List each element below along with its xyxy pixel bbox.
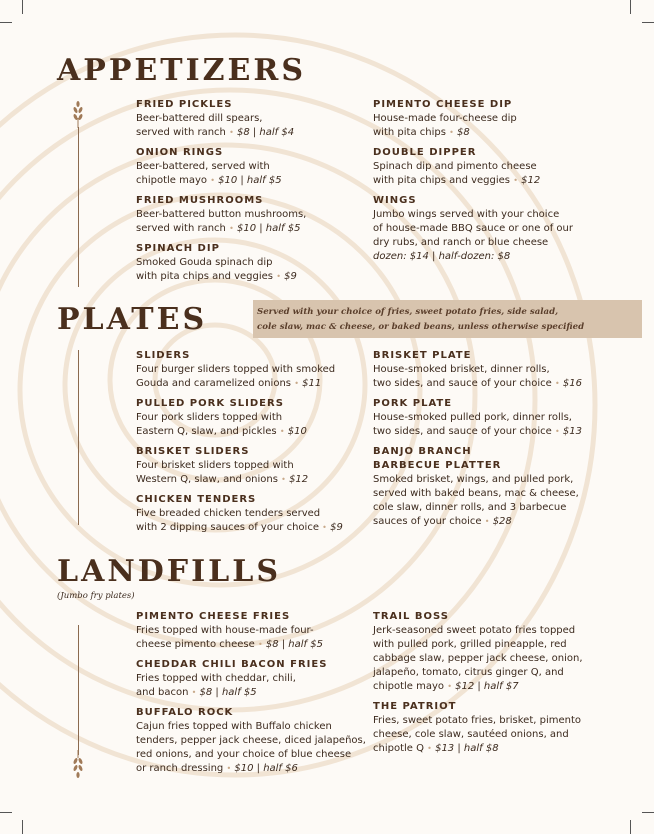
item-description: House-made four-cheese dip — [373, 113, 517, 124]
item-description: Cajun fries topped with Buffalo chicken — [136, 721, 332, 732]
item-name: TRAIL BOSS — [373, 611, 449, 622]
item-price: $13 | half $8 — [435, 743, 499, 754]
item-name: BRISKET SLIDERS — [136, 446, 250, 457]
wheat-icon — [71, 100, 85, 128]
section-title-appetizers: APPETIZERS — [57, 53, 306, 88]
menu-item — [136, 349, 366, 391]
item-description: Fries topped with house-made four- — [136, 625, 314, 636]
item-description: cheese, cole slaw, sautéed onions, and — [373, 729, 569, 740]
menu-item — [136, 98, 361, 140]
bullet-icon: • — [210, 176, 215, 185]
crop-mark — [22, 0, 23, 14]
note-line: Served with your choice of fries, sweet potato fries, side salad, — [257, 307, 559, 317]
menu-item — [136, 658, 371, 700]
item-name: BARBECUE PLATTER — [373, 460, 502, 471]
item-price: $9 — [284, 271, 297, 282]
bullet-icon: • — [322, 523, 327, 532]
crop-mark — [630, 0, 631, 14]
item-description: chipotle mayo — [373, 681, 445, 692]
item-description: Beer-battered button mushrooms, — [136, 209, 307, 220]
landfills-subtitle: (Jumbo fry plates) — [57, 591, 135, 601]
wheat-stem — [78, 127, 79, 287]
item-description: Beer-battered dill spears, — [136, 113, 263, 124]
menu-item — [373, 146, 643, 188]
item-name: BANJO BRANCH — [373, 446, 472, 457]
item-description: Four burger sliders topped with smoked — [136, 364, 336, 375]
item-price: $12 — [289, 474, 309, 485]
menu-item — [136, 493, 366, 535]
item-description: Fries topped with cheddar, chili, — [136, 673, 296, 684]
item-description: cheese pimento cheese — [136, 639, 255, 650]
menu-item — [136, 610, 371, 652]
crop-mark — [22, 820, 23, 834]
wheat-stem — [78, 350, 79, 525]
item-price: $10 | half $5 — [218, 175, 282, 186]
bullet-icon: • — [281, 475, 286, 484]
crop-mark — [0, 22, 12, 23]
item-price: $10 — [287, 426, 307, 437]
menu-item — [373, 349, 643, 391]
item-name: BUFFALO ROCK — [136, 707, 234, 718]
item-description: with pita chips and veggies — [373, 175, 510, 186]
menu-item — [136, 397, 366, 439]
item-name: CHEDDAR CHILI BACON FRIES — [136, 659, 328, 670]
item-description: or ranch dressing — [136, 763, 224, 774]
item-price: $12 | half $7 — [455, 681, 519, 692]
item-description: Fries, sweet potato fries, brisket, pimento — [373, 715, 581, 726]
item-price: dozen: $14 | half-dozen: $8 — [373, 251, 511, 262]
item-description: sauces of your choice — [373, 516, 482, 527]
item-description: jalapeño, tomato, citrus ginger Q, and — [373, 667, 564, 678]
item-name: PULLED PORK SLIDERS — [136, 398, 284, 409]
appetizers-left-column — [136, 98, 361, 290]
menu-item — [373, 98, 643, 140]
plates-sides-note — [253, 300, 642, 338]
item-description: and bacon — [136, 687, 189, 698]
bullet-icon: • — [555, 379, 560, 388]
item-price: $12 — [521, 175, 541, 186]
item-name: SPINACH DIP — [136, 243, 220, 254]
item-name: CHICKEN TENDERS — [136, 494, 257, 505]
bullet-icon: • — [484, 517, 490, 526]
bullet-icon: • — [555, 427, 560, 436]
item-price: $8 | half $4 — [236, 127, 295, 138]
item-description: served with baked beans, mac & cheese, — [373, 488, 579, 499]
item-price: $8 — [457, 127, 470, 138]
item-name: PORK PLATE — [373, 398, 453, 409]
plates-right-column — [373, 349, 643, 535]
landfills-left-column — [136, 610, 371, 782]
crop-mark — [630, 820, 631, 834]
item-name: PIMENTO CHEESE DIP — [373, 99, 513, 110]
item-description: Jerk-seasoned sweet potato fries topped — [373, 625, 576, 636]
item-description: with 2 dipping sauces of your choice — [136, 522, 319, 533]
menu-item — [136, 445, 366, 487]
landfills-right-column — [373, 610, 643, 762]
menu-item — [136, 194, 361, 236]
menu-item — [373, 700, 643, 756]
item-description: Four brisket sliders topped with — [136, 460, 294, 471]
menu-item — [136, 706, 371, 776]
item-price: $8 | half $5 — [265, 639, 323, 650]
crop-mark — [0, 812, 12, 813]
item-description: Smoked Gouda spinach dip — [136, 257, 273, 268]
item-name: ONION RINGS — [136, 147, 224, 158]
bullet-icon: • — [276, 272, 281, 281]
item-name: DOUBLE DIPPER — [373, 147, 477, 158]
item-description: with pita chips and veggies — [136, 271, 273, 282]
menu-item — [373, 610, 643, 694]
item-description: Jumbo wings served with your choice — [373, 209, 560, 220]
item-price: $10 | half $6 — [234, 763, 298, 774]
bullet-icon: • — [294, 379, 299, 388]
wheat-stem — [78, 625, 79, 755]
item-description: Smoked brisket, wings, and pulled pork, — [373, 474, 574, 485]
item-name: THE PATRIOT — [373, 701, 457, 712]
crop-mark — [642, 22, 654, 23]
item-name: PIMENTO CHEESE FRIES — [136, 611, 291, 622]
menu-item — [373, 445, 643, 529]
item-description: Gouda and caramelized onions — [136, 378, 291, 389]
item-price: $10 | half $5 — [236, 223, 301, 234]
item-description: House-smoked brisket, dinner rolls, — [373, 364, 550, 375]
item-description: served with ranch — [136, 127, 226, 138]
item-description: red onions, and your choice of blue cheese — [136, 749, 352, 760]
bullet-icon: • — [229, 128, 234, 137]
wheat-icon — [71, 750, 85, 780]
item-price: $8 | half $5 — [199, 687, 257, 698]
menu-item — [136, 146, 361, 188]
item-description: chipotle mayo — [136, 175, 208, 186]
item-price: $28 — [492, 516, 512, 527]
bullet-icon: • — [447, 682, 452, 691]
bullet-icon: • — [257, 640, 263, 649]
item-description: Eastern Q, slaw, and pickles — [136, 426, 277, 437]
crop-mark — [642, 812, 654, 813]
item-description: with pita chips — [373, 127, 446, 138]
plates-left-column — [136, 349, 366, 541]
item-description: Four pork sliders topped with — [136, 412, 283, 423]
bullet-icon: • — [229, 224, 234, 233]
note-line: cole slaw, mac & cheese, or baked beans, unless otherwise specified — [257, 322, 585, 332]
item-name: BRISKET PLATE — [373, 350, 472, 361]
bullet-icon: • — [226, 764, 232, 773]
item-description: Western Q, slaw, and onions — [136, 474, 278, 485]
bullet-icon: • — [427, 744, 432, 753]
item-name: SLIDERS — [136, 350, 191, 361]
item-description: cabbage slaw, pepper jack cheese, onion, — [373, 653, 583, 664]
item-description: of house-made BBQ sauce or one of our — [373, 223, 573, 234]
item-name: FRIED PICKLES — [136, 99, 233, 110]
item-description: dry rubs, and ranch or blue cheese — [373, 237, 549, 248]
menu-item — [373, 397, 643, 439]
item-price: $16 — [562, 378, 583, 389]
item-name: FRIED MUSHROOMS — [136, 195, 264, 206]
bullet-icon: • — [191, 688, 197, 697]
item-description: two sides, and sauce of your choice — [373, 378, 552, 389]
item-price: $9 — [330, 522, 343, 533]
item-price: $13 — [562, 426, 583, 437]
item-description: Beer-battered, served with — [136, 161, 270, 172]
item-description: cole slaw, dinner rolls, and 3 barbecue — [373, 502, 567, 513]
appetizers-right-column — [373, 98, 643, 270]
item-description: chipotle Q — [373, 743, 424, 754]
section-title-plates: PLATES — [57, 302, 208, 337]
item-description: two sides, and sauce of your choice — [373, 426, 552, 437]
menu-item — [373, 194, 643, 264]
bullet-icon: • — [279, 427, 285, 436]
item-description: tenders, pepper jack cheese, diced jalapeños, — [136, 735, 366, 746]
item-description: House-smoked pulled pork, dinner rolls, — [373, 412, 572, 423]
menu-item — [136, 242, 361, 284]
section-title-landfills: LANDFILLS — [57, 554, 281, 589]
item-description: with pulled pork, grilled pineapple, red — [373, 639, 567, 650]
item-description: served with ranch — [136, 223, 226, 234]
item-description: Five breaded chicken tenders served — [136, 508, 321, 519]
item-price: $11 — [302, 378, 322, 389]
item-name: WINGS — [373, 195, 417, 206]
bullet-icon: • — [449, 128, 454, 137]
item-description: Spinach dip and pimento cheese — [373, 161, 537, 172]
bullet-icon: • — [513, 176, 518, 185]
